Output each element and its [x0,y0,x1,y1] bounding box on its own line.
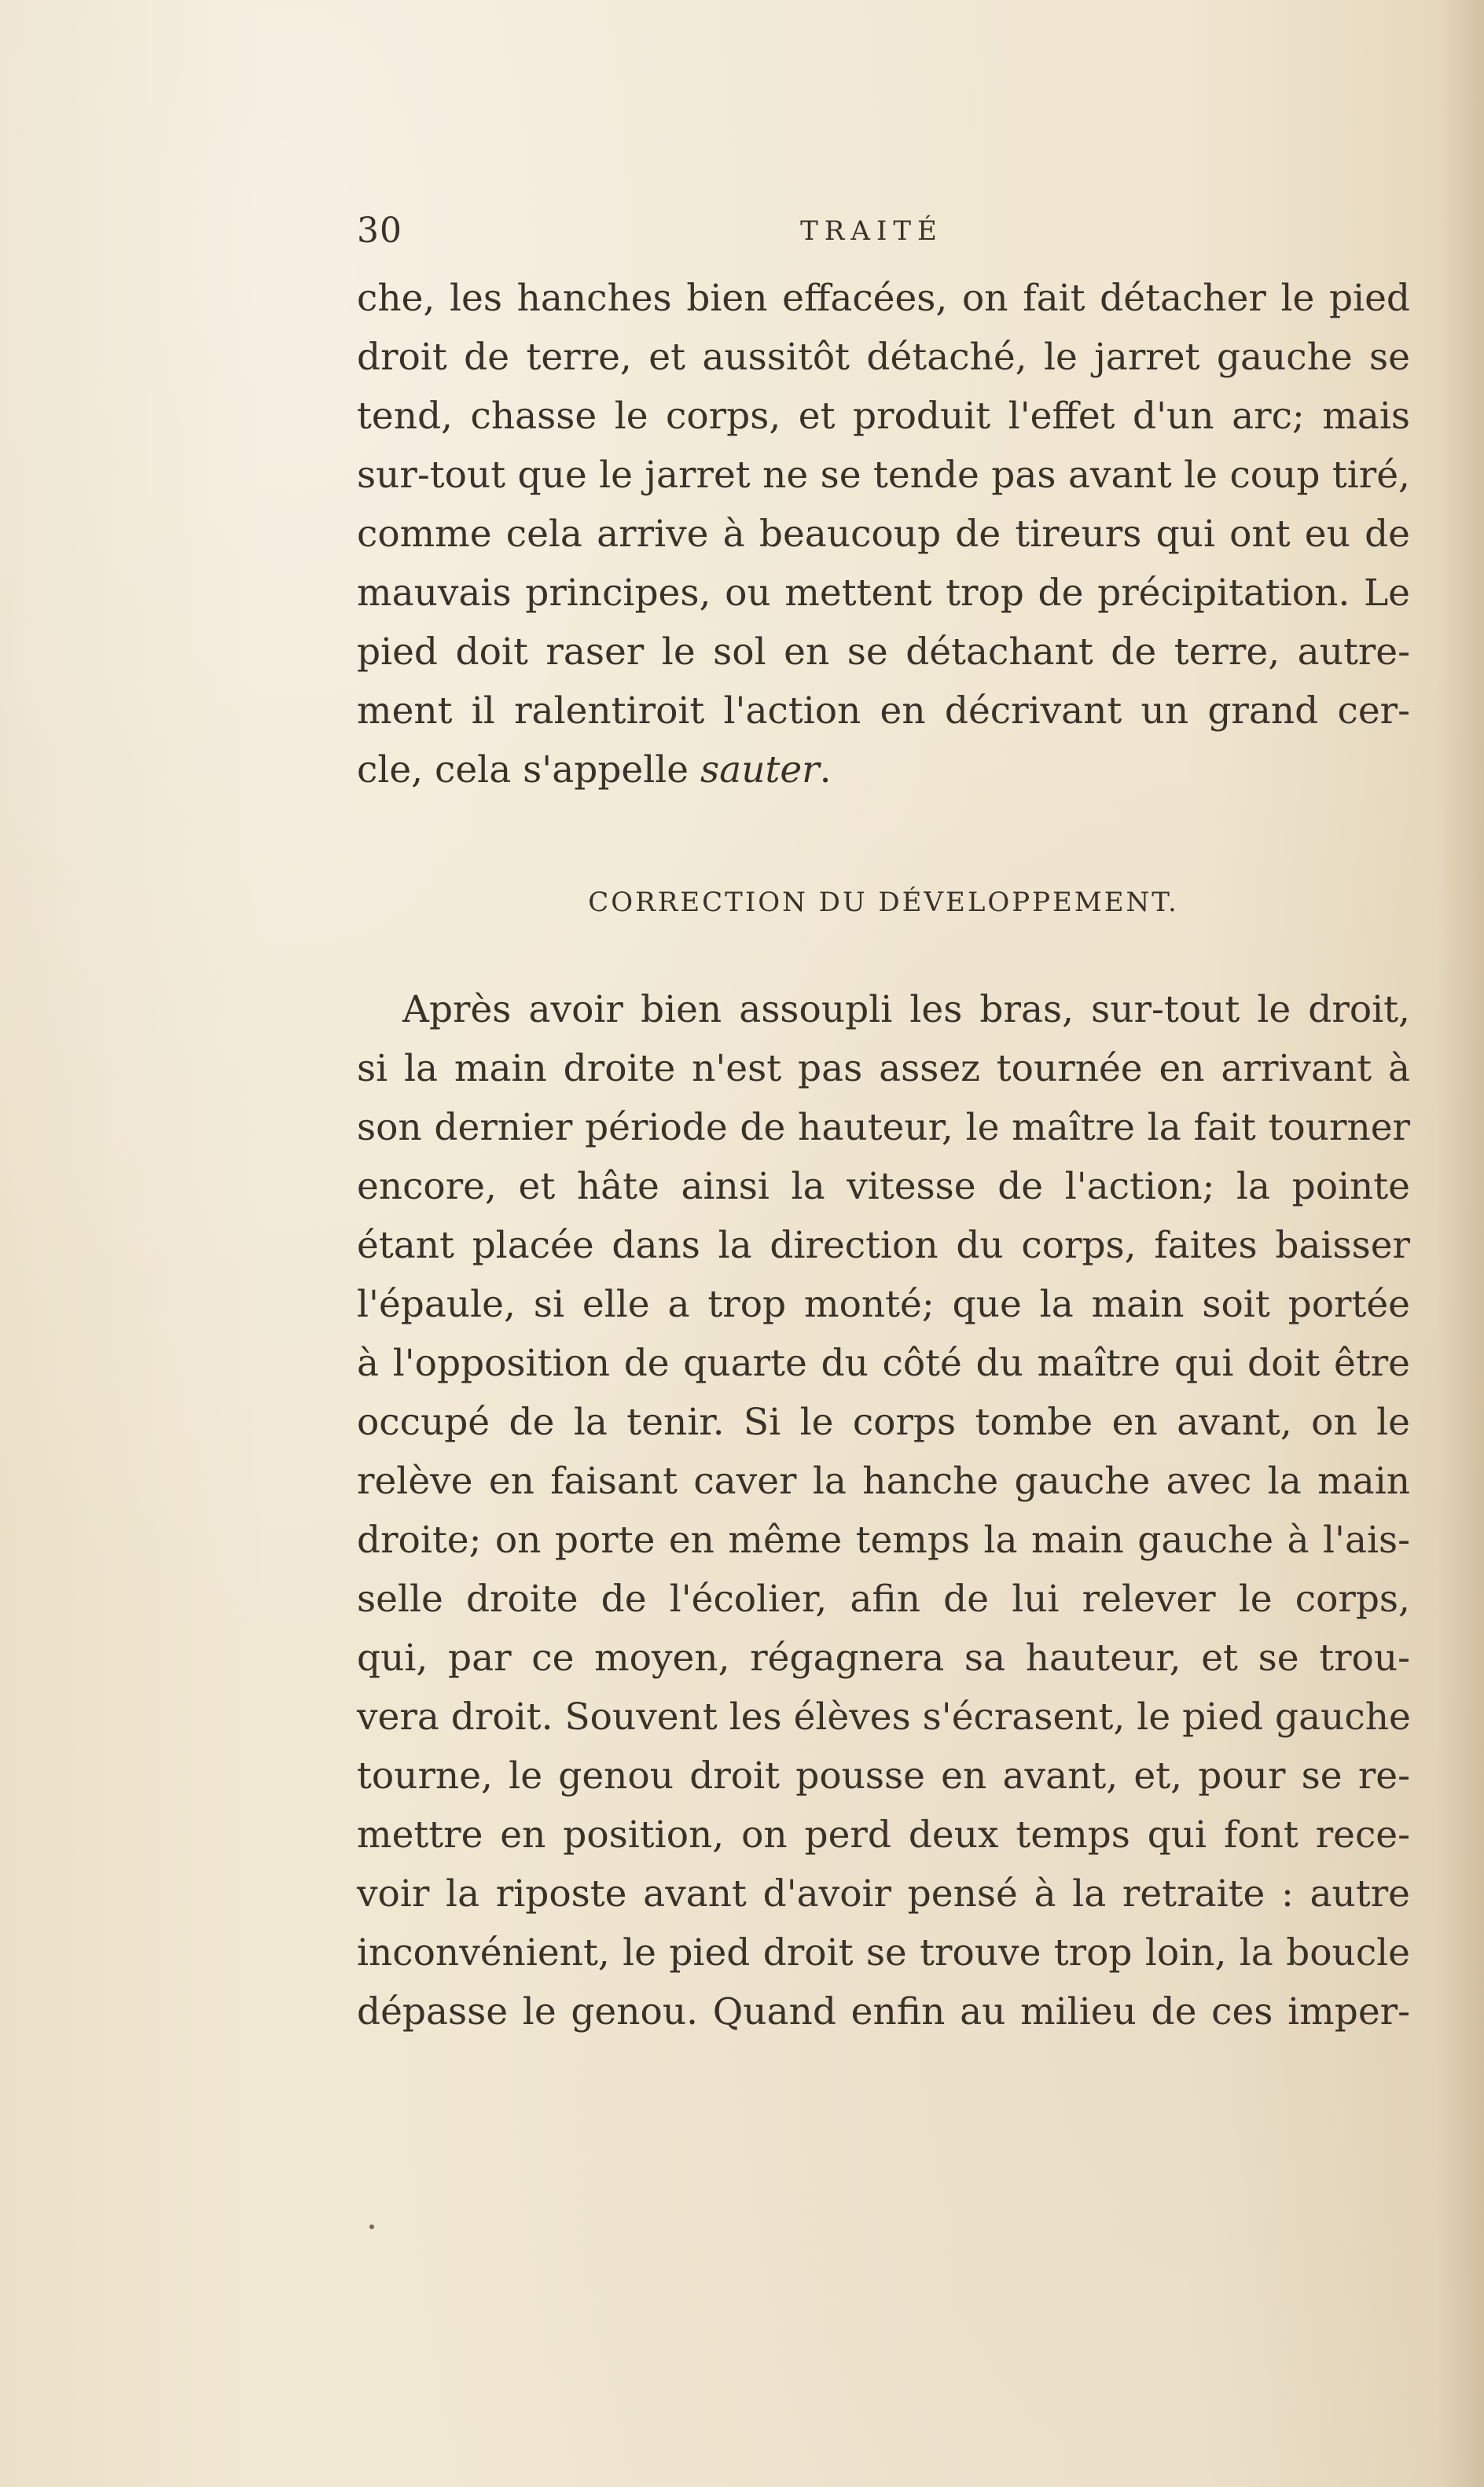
text-line: voir la riposte avant d'avoir pensé à la retraite : autre [357,1872,1410,1916]
text-line: selle droite de l'écolier, afin de lui relever le corps, [357,1578,1410,1621]
text-line-last [357,740,1410,799]
text-line: dépasse le genou. Quand enfin au milieu de ces imper- [357,1990,1410,2033]
text-line: sur-tout que le jarret ne se tende pas avant le coup tiré, [357,454,1410,497]
paragraph-1 [357,269,1410,799]
text-line: pied doit raser le sol en se détachant de terre, autre- [357,630,1410,674]
italic-term: sauter [700,748,820,792]
text-line: mettre en position, on perd deux temps qui font rece- [357,1813,1410,1857]
text-line: relève en faisant caver la hanche gauche avec la main [357,1460,1410,1503]
running-title: TRAITÉ [800,215,943,247]
text-line: étant placée dans la direction du corps, faites baisser [357,1224,1410,1267]
text-line: che, les hanches bien effacées, on fait détacher le pied [357,277,1410,320]
text-line: son dernier période de hauteur, le maître la fait tourner [357,1106,1410,1149]
text-line: vera droit. Souvent les élèves s'écrasent, le pied gauche [357,1695,1411,1739]
text-segment: . [819,748,832,792]
page-edge-shadow [1437,0,1484,2487]
page-number: 30 [357,211,402,251]
text-line: occupé de la tenir. Si le corps tombe en avant, on le [357,1401,1410,1444]
text-line: tourne, le genou droit pousse en avant, et, pour se re- [357,1754,1410,1798]
text-line: si la main droite n'est pas assez tournée en arrivant à [357,1047,1410,1090]
text-line: droit de terre, et aussitôt détaché, le jarret gauche se [357,336,1410,379]
text-segment: cle, cela s'appelle [357,748,701,792]
text-line: à l'opposition de quarte du côté du maître qui doit être [357,1342,1410,1385]
paper-speck [369,2224,374,2229]
text-line: inconvénient, le pied droit se trouve trop loin, la boucle [357,1931,1410,1975]
text-line: Après avoir bien assoupli les bras, sur-tout le droit, [402,988,1410,1031]
text-line: encore, et hâte ainsi la vitesse de l'action; la pointe [357,1165,1410,1208]
text-line: droite; on porte en même temps la main gauche à l'ais- [357,1519,1410,1562]
section-heading: CORRECTION DU DÉVELOPPEMENT. [588,887,1179,918]
paragraph-2 [357,980,1410,2041]
text-line: ment il ralentiroit l'action en décrivant un grand cer- [357,689,1410,733]
text-line: mauvais principes, ou mettent trop de précipitation. Le [357,571,1410,615]
text-line: l'épaule, si elle a trop monté; que la main soit portée [357,1283,1410,1326]
running-head [357,211,1410,258]
text-line: qui, par ce moyen, régagnera sa hauteur, et se trou- [357,1637,1410,1680]
text-line: comme cela arrive à beaucoup de tireurs qui ont eu de [357,512,1410,556]
text-line: tend, chasse le corps, et produit l'effet d'un arc; mais [357,395,1410,438]
